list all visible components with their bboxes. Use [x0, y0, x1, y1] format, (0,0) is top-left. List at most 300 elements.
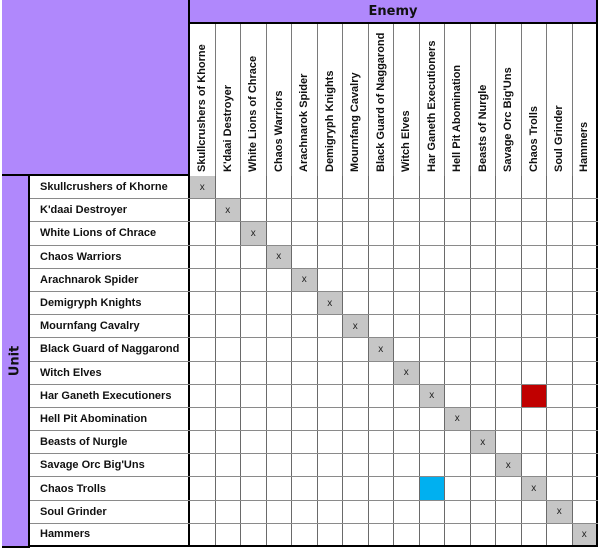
matrix-cell[interactable] — [573, 501, 599, 523]
row-label[interactable]: K'daai Destroyer — [30, 199, 190, 221]
matrix-cell[interactable] — [420, 222, 446, 244]
matrix-cell[interactable] — [190, 454, 216, 476]
row-label[interactable]: Chaos Trolls — [30, 477, 190, 499]
diagonal-cell[interactable]: x — [420, 385, 446, 407]
matrix-cell[interactable] — [343, 338, 369, 360]
matrix-cell[interactable] — [547, 338, 573, 360]
row-label[interactable]: Soul Grinder — [30, 501, 190, 523]
matrix-cell[interactable] — [420, 431, 446, 453]
matrix-cell[interactable] — [318, 454, 344, 476]
matrix-cell[interactable] — [496, 269, 522, 291]
diagonal-cell[interactable]: x — [445, 408, 471, 430]
table-row — [30, 454, 598, 477]
matrix-cell[interactable] — [292, 524, 318, 545]
matrix-cell[interactable] — [292, 454, 318, 476]
matrix-cell[interactable] — [318, 408, 344, 430]
matrix-cell[interactable] — [496, 246, 522, 268]
matrix-cell[interactable] — [241, 477, 267, 499]
matrix-cell[interactable] — [292, 385, 318, 407]
matrix-cell[interactable] — [547, 222, 573, 244]
column-header[interactable] — [216, 24, 242, 176]
matrix-cell[interactable] — [343, 246, 369, 268]
matrix-cell[interactable] — [394, 338, 420, 360]
matrix-cell[interactable] — [394, 176, 420, 198]
matrix-cell[interactable] — [292, 408, 318, 430]
matrix-cell[interactable] — [343, 222, 369, 244]
matrix-cell[interactable] — [573, 431, 599, 453]
matrix-cell[interactable] — [190, 315, 216, 337]
matrix-cell[interactable] — [241, 362, 267, 384]
matrix-cell[interactable] — [547, 176, 573, 198]
matrix-cell[interactable] — [445, 292, 471, 314]
matrix-cell[interactable] — [292, 501, 318, 523]
column-headers — [190, 24, 598, 176]
matrix-cell[interactable] — [522, 176, 548, 198]
matrix-cell[interactable] — [343, 269, 369, 291]
matrix-cell[interactable] — [318, 315, 344, 337]
matrix-cell[interactable] — [394, 246, 420, 268]
matrix-cell[interactable] — [496, 477, 522, 499]
matrix-cell[interactable] — [241, 176, 267, 198]
matrix-cell[interactable] — [445, 199, 471, 221]
matrix-cell[interactable] — [522, 269, 548, 291]
row-label[interactable]: Arachnarok Spider — [30, 269, 190, 291]
matrix-cell[interactable] — [420, 269, 446, 291]
matrix-cell[interactable] — [241, 338, 267, 360]
matrix-cell[interactable] — [445, 524, 471, 545]
highlighted-cell[interactable] — [522, 385, 548, 407]
matrix-cell[interactable] — [573, 199, 599, 221]
matrix-cell[interactable] — [343, 292, 369, 314]
matrix-cell[interactable] — [216, 524, 242, 545]
matrix-cell[interactable] — [445, 338, 471, 360]
diagonal-cell[interactable]: x — [471, 431, 497, 453]
matrix-cell[interactable] — [190, 362, 216, 384]
diagonal-cell[interactable]: x — [394, 362, 420, 384]
matrix-cell[interactable] — [522, 454, 548, 476]
matrix-cell[interactable] — [496, 315, 522, 337]
matrix-cell[interactable] — [471, 246, 497, 268]
diagonal-cell[interactable]: x — [267, 246, 293, 268]
matrix-cell[interactable] — [471, 362, 497, 384]
matrix-cell[interactable] — [216, 362, 242, 384]
matrix-cell[interactable] — [573, 246, 599, 268]
matrix-cell[interactable] — [445, 176, 471, 198]
matrix-cell[interactable] — [573, 454, 599, 476]
matrix-cell[interactable] — [267, 222, 293, 244]
matrix-cell[interactable] — [369, 222, 395, 244]
matrix-cell[interactable] — [216, 292, 242, 314]
matrix-cell[interactable] — [445, 454, 471, 476]
enemy-label: Enemy — [368, 3, 418, 19]
diagonal-cell[interactable]: x — [216, 199, 242, 221]
matrix-cell[interactable] — [343, 477, 369, 499]
column-header[interactable] — [292, 24, 318, 176]
matrix-cell[interactable] — [318, 362, 344, 384]
matrix-cell[interactable] — [343, 524, 369, 545]
matrix-cell[interactable] — [216, 454, 242, 476]
matrix-cell[interactable] — [318, 385, 344, 407]
matrix-cell[interactable] — [547, 269, 573, 291]
matrix-cell[interactable] — [394, 477, 420, 499]
matrix-cell[interactable] — [190, 524, 216, 545]
matrix-cell[interactable] — [318, 176, 344, 198]
table-row — [30, 199, 598, 222]
matrix-cell[interactable] — [573, 176, 599, 198]
matrix-cell[interactable] — [522, 292, 548, 314]
column-header[interactable] — [496, 24, 522, 176]
matrix-cell[interactable] — [216, 222, 242, 244]
matrix-cell[interactable] — [267, 385, 293, 407]
matrix-cell[interactable] — [420, 454, 446, 476]
matrix-cell[interactable] — [190, 338, 216, 360]
column-header[interactable] — [420, 24, 446, 176]
matrix-cell[interactable] — [190, 222, 216, 244]
matrix-cell[interactable] — [241, 199, 267, 221]
row-label[interactable]: Witch Elves — [30, 362, 190, 384]
matrix-cell[interactable] — [394, 431, 420, 453]
matrix-cell[interactable] — [292, 431, 318, 453]
matrix-cell[interactable] — [216, 338, 242, 360]
matrix-cell[interactable] — [394, 501, 420, 523]
matrix-cell[interactable] — [292, 362, 318, 384]
row-label[interactable]: Hell Pit Abomination — [30, 408, 190, 430]
matrix-cell[interactable] — [190, 199, 216, 221]
matrix-cell[interactable] — [420, 292, 446, 314]
matrix-cell[interactable] — [241, 385, 267, 407]
matrix-cell[interactable] — [318, 477, 344, 499]
matrix-cell[interactable] — [343, 431, 369, 453]
column-header-label: Hell Pit Abomination — [451, 64, 464, 172]
matrix-cell[interactable] — [241, 524, 267, 545]
matrix-cell[interactable] — [394, 315, 420, 337]
matrix-cell[interactable] — [420, 246, 446, 268]
column-header-label: Witch Elves — [400, 110, 413, 172]
column-header[interactable] — [267, 24, 293, 176]
matrix-cell[interactable] — [241, 269, 267, 291]
matrix-cell[interactable] — [369, 269, 395, 291]
column-header[interactable] — [471, 24, 497, 176]
diagonal-cell[interactable]: x — [573, 524, 599, 545]
matrix-cell[interactable] — [267, 315, 293, 337]
matrix-cell[interactable] — [267, 292, 293, 314]
matrix-cell[interactable] — [547, 362, 573, 384]
matrix-cell[interactable] — [267, 269, 293, 291]
matrix-cell[interactable] — [241, 454, 267, 476]
matrix-cell[interactable] — [471, 454, 497, 476]
row-label[interactable]: Beasts of Nurgle — [30, 431, 190, 453]
matrix-cell[interactable] — [394, 199, 420, 221]
matrix-cell[interactable] — [420, 338, 446, 360]
matrix-cell[interactable] — [522, 222, 548, 244]
matrix-cell[interactable] — [369, 176, 395, 198]
matrix-cell[interactable] — [394, 524, 420, 545]
matrix-cell[interactable] — [216, 408, 242, 430]
matrix-cell[interactable] — [547, 524, 573, 545]
matrix-cell[interactable] — [369, 292, 395, 314]
matrix-cell[interactable] — [496, 176, 522, 198]
matrix-cell[interactable] — [573, 315, 599, 337]
row-label[interactable]: Savage Orc Big'Uns — [30, 454, 190, 476]
matrix-cell[interactable] — [318, 338, 344, 360]
matrix-cell[interactable] — [496, 362, 522, 384]
matrix-cell[interactable] — [318, 222, 344, 244]
matrix-cell[interactable] — [216, 176, 242, 198]
matrix-cell[interactable] — [522, 408, 548, 430]
diagonal-cell[interactable]: x — [547, 501, 573, 523]
matrix-cell[interactable] — [547, 431, 573, 453]
matrix-cell[interactable] — [496, 524, 522, 545]
matrix-cell[interactable] — [420, 315, 446, 337]
column-header[interactable] — [394, 24, 420, 176]
matrix-cell[interactable] — [471, 338, 497, 360]
matrix-cell[interactable] — [190, 501, 216, 523]
matrix-cell[interactable] — [267, 338, 293, 360]
matrix-cell[interactable] — [573, 385, 599, 407]
matrix-cell[interactable] — [292, 338, 318, 360]
matrix-cell[interactable] — [573, 408, 599, 430]
matrix-cell[interactable] — [471, 199, 497, 221]
matrix-cell[interactable] — [369, 199, 395, 221]
table-row — [30, 501, 598, 524]
matrix-cell[interactable] — [522, 315, 548, 337]
matrix-cell[interactable] — [267, 501, 293, 523]
matrix-cell[interactable] — [420, 501, 446, 523]
matrix-cell[interactable] — [190, 269, 216, 291]
matrix-cell[interactable] — [445, 501, 471, 523]
column-header[interactable] — [547, 24, 573, 176]
row-label[interactable]: Har Ganeth Executioners — [30, 385, 190, 407]
matrix-cell[interactable] — [216, 477, 242, 499]
matrix-cell[interactable] — [420, 199, 446, 221]
matrix-cell[interactable] — [496, 501, 522, 523]
matrix-cell[interactable] — [496, 338, 522, 360]
matrix-cell[interactable] — [573, 362, 599, 384]
matrix-cell[interactable] — [394, 222, 420, 244]
matrix-cell[interactable] — [547, 199, 573, 221]
matrix-cell[interactable] — [241, 431, 267, 453]
matrix-cell[interactable] — [190, 385, 216, 407]
matrix-cell[interactable] — [318, 246, 344, 268]
matrix-cell[interactable] — [471, 385, 497, 407]
matrix-cell[interactable] — [496, 385, 522, 407]
matrix-cell[interactable] — [292, 246, 318, 268]
matrix-cell[interactable] — [318, 501, 344, 523]
matrix-cell[interactable] — [241, 408, 267, 430]
matrix-cell[interactable] — [369, 501, 395, 523]
column-header[interactable] — [241, 24, 267, 176]
matrix-cell[interactable] — [267, 524, 293, 545]
matrix-cell[interactable] — [394, 269, 420, 291]
matrix-cell[interactable] — [369, 477, 395, 499]
matrix-cell[interactable] — [369, 385, 395, 407]
matrix-cell[interactable] — [445, 385, 471, 407]
row-label[interactable]: Hammers — [30, 524, 190, 545]
matrix-cell[interactable] — [496, 222, 522, 244]
matrix-cell[interactable] — [369, 315, 395, 337]
matrix-cell[interactable] — [369, 454, 395, 476]
matrix-cell[interactable] — [292, 315, 318, 337]
matrix-cell[interactable] — [292, 176, 318, 198]
row-label[interactable]: Chaos Warriors — [30, 246, 190, 268]
matrix-cell[interactable] — [522, 431, 548, 453]
matrix-cell[interactable] — [445, 362, 471, 384]
matrix-cell[interactable] — [267, 408, 293, 430]
matrix-cell[interactable] — [420, 408, 446, 430]
matrix-cell[interactable] — [522, 362, 548, 384]
row-label[interactable]: Skullcrushers of Khorne — [30, 176, 190, 198]
diagonal-cell[interactable]: x — [241, 222, 267, 244]
matrix-cell[interactable] — [573, 269, 599, 291]
matrix-cell[interactable] — [445, 431, 471, 453]
matrix-cell[interactable] — [267, 176, 293, 198]
matrix-cell[interactable] — [547, 454, 573, 476]
matrix-cell[interactable] — [496, 408, 522, 430]
matrix-cell[interactable] — [343, 501, 369, 523]
column-header[interactable] — [190, 24, 216, 176]
matrix-cell[interactable] — [445, 477, 471, 499]
matrix-cell[interactable] — [267, 362, 293, 384]
matrix-cell[interactable] — [241, 315, 267, 337]
matrix-cell[interactable] — [445, 315, 471, 337]
column-header[interactable] — [318, 24, 344, 176]
matrix-cell[interactable] — [216, 385, 242, 407]
matrix-cell[interactable] — [547, 315, 573, 337]
matrix-cell[interactable] — [471, 524, 497, 545]
matrix-cell[interactable] — [394, 454, 420, 476]
matrix-cell[interactable] — [471, 269, 497, 291]
matrix-cell[interactable] — [522, 524, 548, 545]
matrix-cell[interactable] — [496, 431, 522, 453]
matrix-cell[interactable] — [318, 199, 344, 221]
matrix-cell[interactable] — [471, 408, 497, 430]
matrix-cell[interactable] — [241, 246, 267, 268]
matrix-cell[interactable] — [369, 408, 395, 430]
matrix-cell[interactable] — [241, 292, 267, 314]
matrix-cell[interactable] — [343, 408, 369, 430]
matrix-cell[interactable] — [216, 269, 242, 291]
table-row — [30, 408, 598, 431]
diagonal-cell[interactable]: x — [369, 338, 395, 360]
matrix-cell[interactable] — [292, 199, 318, 221]
matrix-cell[interactable] — [216, 501, 242, 523]
matrix-cell[interactable] — [547, 385, 573, 407]
matrix-cell[interactable] — [318, 524, 344, 545]
matrix-cell[interactable] — [573, 338, 599, 360]
matrix-cell[interactable] — [522, 199, 548, 221]
matrix-cell[interactable] — [318, 269, 344, 291]
matrix-cell[interactable] — [573, 477, 599, 499]
unit-header — [2, 176, 30, 548]
matrix-cell[interactable] — [216, 431, 242, 453]
column-header[interactable] — [343, 24, 369, 176]
enemy-header — [190, 0, 598, 24]
matrix-cell[interactable] — [471, 292, 497, 314]
matrix-cell[interactable] — [573, 222, 599, 244]
matrix-cell[interactable] — [445, 269, 471, 291]
row-label[interactable]: White Lions of Chrace — [30, 222, 190, 244]
matrix-cell[interactable] — [343, 454, 369, 476]
matrix-cell[interactable] — [343, 385, 369, 407]
row-label[interactable]: Demigryph Knights — [30, 292, 190, 314]
matrix-cell[interactable] — [471, 176, 497, 198]
matrix-cell[interactable] — [496, 199, 522, 221]
diagonal-cell[interactable]: x — [343, 315, 369, 337]
matrix-cell[interactable] — [267, 454, 293, 476]
matrix-cell[interactable] — [471, 222, 497, 244]
matrix-cell[interactable] — [190, 292, 216, 314]
matrix-cell[interactable] — [190, 408, 216, 430]
diagonal-cell[interactable]: x — [292, 269, 318, 291]
matrix-cell[interactable] — [471, 315, 497, 337]
matrix-cell[interactable] — [420, 176, 446, 198]
column-header[interactable] — [522, 24, 548, 176]
matrix-cell[interactable] — [522, 501, 548, 523]
matrix-cell[interactable] — [547, 292, 573, 314]
matrix-cell[interactable] — [267, 431, 293, 453]
matrix-cell[interactable] — [445, 222, 471, 244]
matrix-cell[interactable] — [267, 199, 293, 221]
matrix-cell[interactable] — [216, 315, 242, 337]
matrix-cell[interactable] — [445, 246, 471, 268]
diagonal-cell[interactable]: x — [496, 454, 522, 476]
matrix-cell[interactable] — [573, 292, 599, 314]
matrix-cell[interactable] — [394, 292, 420, 314]
matrix-cell[interactable] — [547, 477, 573, 499]
matrix-cell[interactable] — [190, 246, 216, 268]
diagonal-cell[interactable]: x — [318, 292, 344, 314]
highlighted-cell[interactable] — [420, 477, 446, 499]
row-label[interactable]: Black Guard of Naggarond — [30, 338, 190, 360]
matrix-cell[interactable] — [216, 246, 242, 268]
matrix-cell[interactable] — [190, 431, 216, 453]
matrix-cell[interactable] — [190, 477, 216, 499]
matrix-cell[interactable] — [292, 477, 318, 499]
matrix-cell[interactable] — [267, 477, 293, 499]
matrix-cell[interactable] — [522, 246, 548, 268]
matrix-cell[interactable] — [547, 408, 573, 430]
matrix-cell[interactable] — [420, 524, 446, 545]
diagonal-cell[interactable]: x — [190, 176, 216, 198]
matrix-cell[interactable] — [343, 176, 369, 198]
matrix-cell[interactable] — [369, 524, 395, 545]
matrix-cell[interactable] — [471, 501, 497, 523]
matrix-cell[interactable] — [471, 477, 497, 499]
column-header[interactable] — [573, 24, 599, 176]
matrix-cell[interactable] — [420, 362, 446, 384]
matrix-cell[interactable] — [292, 292, 318, 314]
matrix-cell[interactable] — [369, 362, 395, 384]
matrix-cell[interactable] — [369, 246, 395, 268]
column-header-label: Chaos Warriors — [272, 90, 285, 172]
matrix-cell[interactable] — [292, 222, 318, 244]
matrix-cell[interactable] — [547, 246, 573, 268]
matrix-cell[interactable] — [343, 362, 369, 384]
column-header[interactable] — [369, 24, 395, 176]
matrix-cell[interactable] — [496, 292, 522, 314]
matrix-cell[interactable] — [369, 431, 395, 453]
column-header-label: White Lions of Chrace — [247, 55, 260, 172]
column-header[interactable] — [445, 24, 471, 176]
matrix-cell[interactable] — [522, 338, 548, 360]
matrix-cell[interactable] — [318, 431, 344, 453]
matrix-cell[interactable] — [343, 199, 369, 221]
matrix-cell[interactable] — [241, 501, 267, 523]
diagonal-cell[interactable]: x — [522, 477, 548, 499]
matrix-cell[interactable] — [394, 408, 420, 430]
matrix-cell[interactable] — [394, 385, 420, 407]
row-label[interactable]: Mournfang Cavalry — [30, 315, 190, 337]
